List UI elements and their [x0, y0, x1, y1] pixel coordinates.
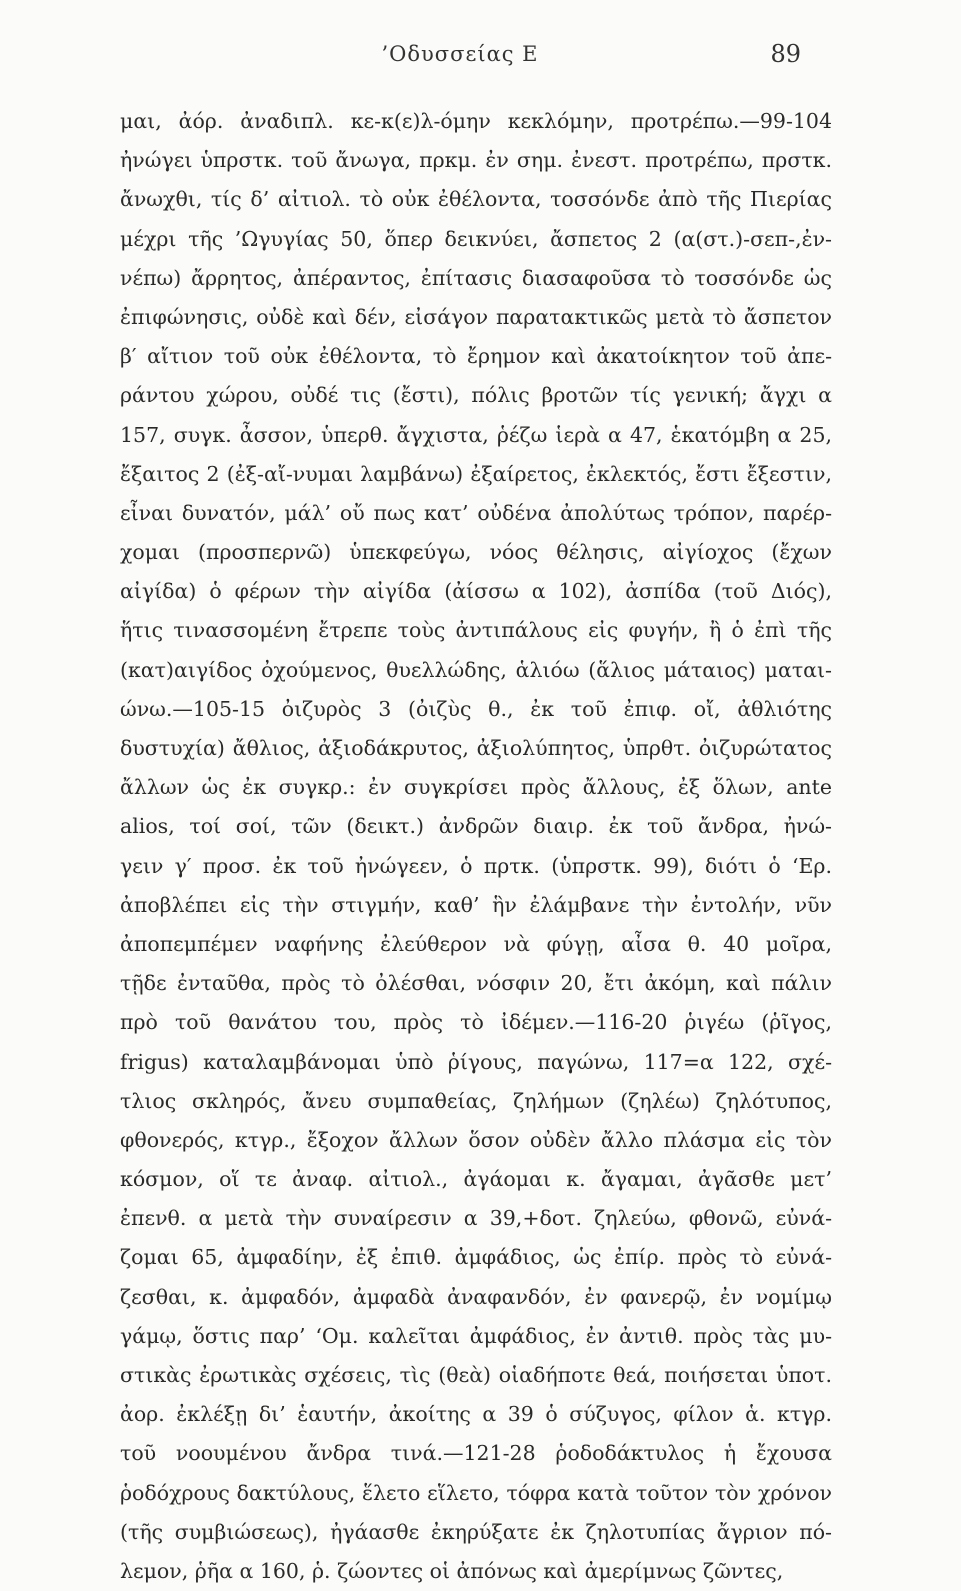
text-line: 157, συγκ. ἆσσον, ὑπερθ. ἄγχιστα, ῥέζω ἱερὰ α 47, ἑκατόμβη α 25,	[120, 422, 832, 447]
text-line: ἥτις τινασσομένη ἔτρεπε τοὺς ἀντιπάλους εἰς φυγήν, ἢ ὁ ἐπὶ τῆς	[120, 618, 832, 643]
text-line: τῇδε ἐνταῦθα, πρὸς τὸ ὀλέσθαι, νόσφιν 20, ἔτι ἀκόμη, καὶ πάλιν	[120, 971, 832, 996]
text-line: ζομαι 65, ἀμφαδίην, ἐξ ἐπιθ. ἀμφάδιος, ὡς ἐπίρ. πρὸς τὸ εὐνά-	[120, 1245, 832, 1270]
text-line: πρὸ τοῦ θανάτου του, πρὸς τὸ ἰδέμεν.—116-20 ῥιγέω (ῥῖγος,	[120, 1010, 832, 1035]
text-line: ἠνώγει ὑπρστκ. τοῦ ἄνωγα, πρκμ. ἐν σημ. ἐνεστ. προτρέπω, πρστκ.	[120, 148, 832, 173]
text-line: αἰγίδα) ὁ φέρων τὴν αἰγίδα (ἀίσσω α 102), ἀσπίδα (τοῦ Διός),	[120, 579, 832, 604]
text-line: γειν γ′ προσ. ἐκ τοῦ ἠνώγεεν, ὁ πρτκ. (ὑπρστκ. 99), διότι ὁ ‘Ερ.	[120, 853, 832, 878]
text-line: λεμον, ῥῆα α 160, ῥ. ζώοντες οἱ ἀπόνως καὶ ἀμερίμνως ζῶντες,	[120, 1558, 784, 1583]
text-line: ράντου χώρου, οὐδέ τις (ἔστι), πόλις βροτῶν τίς γενική; ἄγχι α	[120, 383, 832, 408]
text-line: ώνω.—105-15 ὀιζυρὸς 3 (ὀιζὺς θ., ἐκ τοῦ ἐπιφ. οἴ, ἀθλιότης	[120, 696, 832, 721]
text-line: frigus) καταλαμβάνομαι ὑπὸ ῥίγους, παγώνω, 117=α 122, σχέ-	[120, 1049, 832, 1074]
text-line: τλιος σκληρός, ἄνευ συμπαθείας, ζηλήμων (ζηλέω) ζηλότυπος,	[120, 1088, 832, 1113]
commentary-text	[120, 102, 832, 1591]
text-line: ἀορ. ἐκλέξῃ δι’ ἑαυτήν, ἀκοίτης α 39 ὁ σύζυγος, φίλον ἁ. κτγρ.	[120, 1402, 832, 1427]
text-line: alios, τοί σοί, τῶν (δεικτ.) ἀνδρῶν διαιρ. ἐκ τοῦ ἄνδρα, ἠνώ-	[120, 814, 832, 839]
text-line: εἶναι δυνατόν, μάλ’ οὔ πως κατ’ οὐδένα ἀπολύτως τρόπον, παρέρ-	[120, 500, 832, 525]
text-line: ἄνωχθι, τίς δ’ αἰτιολ. τὸ οὐκ ἐθέλοντα, τοσσόνδε ἀπὸ τῆς Πιερίας	[120, 187, 832, 212]
text-line: ἄλλων ὡς ἐκ συγκρ.: ἐν συγκρίσει πρὸς ἄλλους, ἐξ ὅλων, ante	[120, 775, 832, 800]
text-line: μέχρι τῆς ’Ωγυγίας 50, ὅπερ δεικνύει, ἄσπετος 2 (α(στ.)-σεπ-,ἐν-	[120, 226, 832, 251]
text-line: κόσμον, οἵ τε ἀναφ. αἰτιολ., ἀγάομαι κ. ἄγαμαι, ἀγᾶσθε μετ’	[120, 1167, 832, 1192]
text-line: τοῦ νοουμένου ἄνδρα τινά.—121-28 ῥοδοδάκτυλος ἡ ἔχουσα	[120, 1441, 832, 1466]
page-number: 89	[770, 40, 801, 68]
text-line: φθονερός, κτγρ., ἔξοχον ἄλλων ὅσον οὐδὲν ἄλλο πλάσμα εἰς τὸν	[120, 1127, 832, 1152]
text-line: ζεσθαι, κ. ἀμφαδόν, ἀμφαδὰ ἀναφανδόν, ἐν φανερῷ, ἐν νομίμῳ	[120, 1284, 832, 1309]
text-line: (τῆς συμβιώσεως), ἠγάασθε ἐκηρύξατε ἐκ ζηλοτυπίας ἄγριον πό-	[120, 1519, 832, 1544]
text-line: νέπω) ἄρρητος, ἀπέραντος, ἐπίτασις διασαφοῦσα τὸ τοσσόνδε ὡς	[120, 265, 832, 290]
text-line: ἀποβλέπει εἰς τὴν στιγμήν, καθ’ ἣν ἐλάμβανε τὴν ἐντολήν, νῦν	[120, 892, 832, 917]
text-line: ἐπενθ. α μετὰ τὴν συναίρεσιν α 39,+δοτ. ζηλεύω, φθονῶ, εὐνά-	[120, 1206, 832, 1231]
text-line: ἐπιφώνησις, οὐδὲ καὶ δέν, εἰσάγον παρατακτικῶς μετὰ τὸ ἄσπετον	[120, 304, 832, 329]
running-head: ’Οδυσσείας Ε	[381, 42, 539, 66]
text-line: γάμῳ, ὅστις παρ’ ‘Ομ. καλεῖται ἀμφάδιος, ἐν ἀντιθ. πρὸς τὰς μυ-	[120, 1323, 832, 1348]
text-line: ῥοδόχρους δακτύλους, ἕλετο εἵλετο, τόφρα κατὰ τοῦτον τὸν χρόνον	[120, 1480, 832, 1505]
text-line: ἀποπεμπέμεν ναφήνης ἐλεύθερον νὰ φύγῃ, αἶσα θ. 40 μοῖρα,	[120, 931, 832, 956]
text-line: στικὰς ἐρωτικὰς σχέσεις, τὶς (θεὰ) οἱαδήποτε θεά, ποιήσεται ὑποτ.	[120, 1363, 832, 1387]
text-line: β′ αἴτιον τοῦ οὐκ ἐθέλοντα, τὸ ἔρημον καὶ ἀκατοίκητον τοῦ ἀπε-	[120, 344, 832, 369]
text-line: (κατ)αιγίδος ὀχούμενος, θυελλώδης, ἁλιόω (ἅλιος μάταιος) μαται-	[120, 657, 832, 682]
text-line: μαι, ἀόρ. ἀναδιπλ. κε-κ(ε)λ-όμην κεκλόμην, προτρέπω.—99-104	[120, 109, 832, 133]
text-line: χομαι (προσπερνῶ) ὑπεκφεύγω, νόος θέλησις, αἰγίοχος (ἔχων	[120, 540, 832, 565]
text-line: δυστυχία) ἄθλιος, ἀξιοδάκρυτος, ἀξιολύπητος, ὑπρθτ. ὀιζυρώτατος	[120, 736, 832, 760]
text-line: ἔξαιτος 2 (ἐξ-αἴ-νυμαι λαμβάνω) ἐξαίρετος, ἐκλεκτός, ἔστι ἔξεστιν,	[120, 461, 832, 486]
